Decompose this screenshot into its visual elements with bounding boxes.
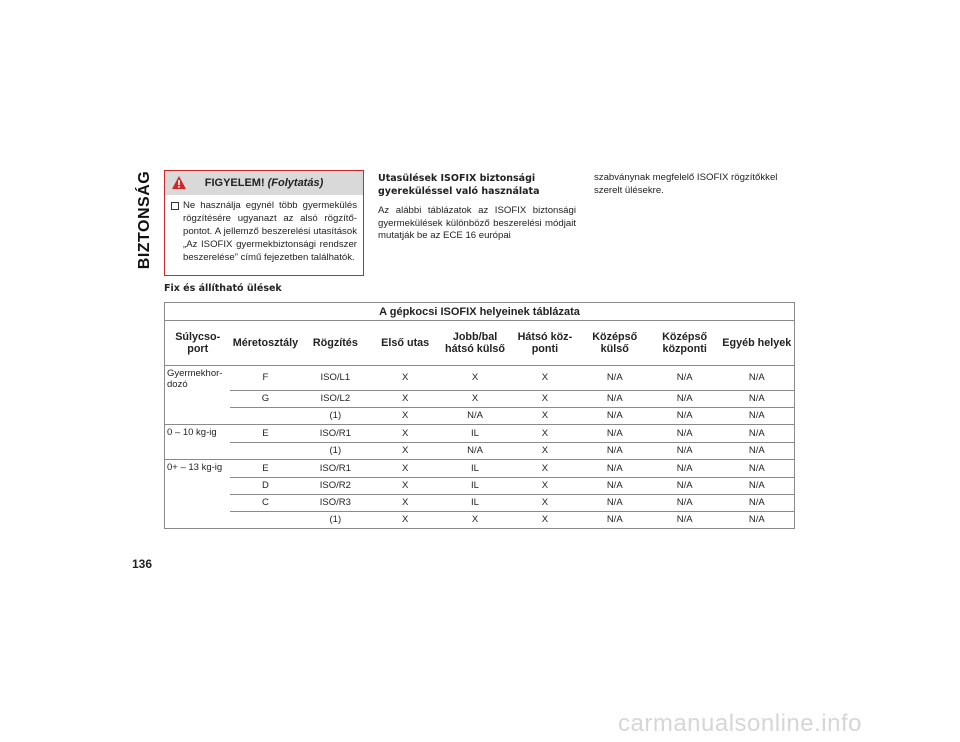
table-cell: N/A: [580, 407, 650, 425]
watermark: carmanualsonline.info: [618, 710, 862, 737]
table-cell: N/A: [650, 425, 720, 443]
table-cell: X: [510, 390, 580, 407]
weight-group-cell: [165, 442, 231, 460]
table-cell: X: [510, 425, 580, 443]
table-cell: G: [230, 390, 300, 407]
table-cell: ISO/L2: [300, 390, 370, 407]
table-cell: X: [370, 477, 440, 494]
table-cell: X: [510, 477, 580, 494]
column2-text: Az alábbi táblázatok az ISOFIX biztonsági gyermekülések különböző beszerelési módjait mutatják be az ECE 16 európai: [378, 205, 576, 241]
table-cell: X: [370, 366, 440, 391]
table-cell: X: [402, 514, 409, 526]
table-cell: N/A: [440, 442, 510, 460]
table-cell: IL: [440, 460, 510, 478]
table-row: [165, 366, 795, 391]
table-cell: [230, 442, 300, 460]
header-rear-outboard: Jobb/bal hátsó külső: [440, 321, 510, 366]
header-fixture: Rögzítés: [300, 321, 370, 366]
table-row: [165, 425, 795, 443]
header-weight-group: Súlycsoport: [165, 321, 231, 366]
table-cell: N/A: [650, 390, 720, 407]
weight-group-cell: 0 – 10 kg-ig: [167, 427, 217, 438]
table-cell: IL: [440, 477, 510, 494]
weight-group-cell: [165, 407, 231, 425]
table-cell: X: [471, 514, 479, 526]
table-cell: X: [370, 494, 440, 511]
table-cell: X: [370, 390, 440, 407]
section-title-text: BIZTONSÁG: [136, 170, 153, 270]
table-cell: N/A: [580, 477, 650, 494]
table-cell: E: [230, 460, 300, 478]
header-size-class: Méretosztály: [230, 321, 300, 366]
section-label: Fix és állítható ülések: [164, 283, 282, 294]
table-cell: N/A: [720, 425, 795, 443]
table-cell: X: [370, 407, 440, 425]
table-cell: N/A: [720, 366, 795, 391]
table-cell: X: [370, 442, 440, 460]
warning-header: [165, 171, 363, 195]
weight-group-cell: 0+ – 13 kg-ig: [167, 462, 223, 473]
table-cell: X: [370, 460, 440, 478]
table-cell: IL: [440, 425, 510, 443]
table-cell: E: [230, 425, 300, 443]
table-row: [165, 511, 795, 529]
table-cell: X: [510, 460, 580, 478]
table-cell: N/A: [676, 514, 693, 526]
warning-body: [165, 195, 363, 264]
table-cell: N/A: [650, 407, 720, 425]
table-row: [165, 407, 795, 425]
column2-heading: Utasülések ISOFIX biztonsági gyereküléssel való használata: [378, 173, 540, 197]
header-rear-center: Hátsó központi: [510, 321, 580, 366]
table-row: [165, 390, 795, 407]
page-number: 136: [132, 557, 153, 571]
table-cell: N/A: [720, 390, 795, 407]
table-cell: N/A: [720, 494, 795, 511]
isofix-table: [164, 302, 795, 529]
table-cell: X: [440, 390, 510, 407]
table-cell: N/A: [650, 366, 720, 391]
square-bullet-icon: [171, 202, 179, 210]
table-cell: F: [230, 366, 300, 391]
table-cell: ISO/R2: [300, 477, 370, 494]
table-cell: X: [541, 514, 549, 526]
table-cell: X: [510, 494, 580, 511]
table-cell: X: [510, 366, 580, 391]
table-cell: N/A: [580, 390, 650, 407]
warning-triangle-icon: [171, 175, 187, 190]
table-cell: N/A: [650, 477, 720, 494]
header-other: Egyéb helyek: [720, 321, 795, 366]
table-cell: X: [370, 425, 440, 443]
table-row: [165, 477, 795, 494]
table-cell: N/A: [650, 460, 720, 478]
header-middle-center: Középső központi: [650, 321, 720, 366]
warning-heading: FIGYELEM!: [204, 177, 265, 189]
table-row: [165, 460, 795, 478]
weight-group-cell: [165, 511, 231, 529]
table-cell: N/A: [650, 494, 720, 511]
section-title-vertical: [132, 160, 158, 280]
weight-group-cell: [165, 494, 231, 511]
table-cell: N/A: [580, 425, 650, 443]
header-middle-outboard: Középső külső: [580, 321, 650, 366]
table-cell: N/A: [650, 442, 720, 460]
table-cell: X: [440, 366, 510, 391]
table-row: [165, 494, 795, 511]
table-cell: [230, 511, 300, 529]
table-cell: N/A: [720, 407, 795, 425]
warning-box: [164, 170, 364, 276]
table-cell: (1): [300, 442, 370, 460]
table-cell: N/A: [580, 366, 650, 391]
table-cell: N/A: [580, 460, 650, 478]
warning-text: Ne használja egynél több gyermekülés rögzítésére ugyanazt az alsó rögzítőpontot. A jellemző beszerelési utasítások „Az ISOFIX gyermekbiztonsági rendszer beszerelése” című fejezetben találhatók.: [183, 200, 357, 263]
table-cell: (1): [329, 514, 342, 526]
table-cell: ISO/R1: [300, 460, 370, 478]
table-cell: N/A: [440, 407, 510, 425]
table-cell: N/A: [720, 442, 795, 460]
column3-text: szabványnak megfelelő ISOFIX rögzítőkkel szerelt ülésekre.: [594, 172, 778, 196]
weight-group-cell: Gyermekhordozó: [167, 368, 223, 390]
table-cell: (1): [300, 407, 370, 425]
table-cell: N/A: [720, 477, 795, 494]
table-cell: N/A: [580, 494, 650, 511]
table-body: [165, 366, 795, 529]
table-row: [165, 442, 795, 460]
table-cell: [230, 407, 300, 425]
table-cell: IL: [440, 494, 510, 511]
warning-heading-paren: (Folytatás): [267, 177, 324, 189]
header-front-passenger: Első utas: [370, 321, 440, 366]
table-cell: ISO/R3: [300, 494, 370, 511]
weight-group-cell: [165, 477, 231, 494]
table-cell: D: [230, 477, 300, 494]
table-caption: A gépkocsi ISOFIX helyeinek táblázata: [165, 303, 795, 321]
table-cell: N/A: [720, 460, 795, 478]
table-cell: N/A: [748, 514, 765, 526]
table-header-row: [165, 321, 795, 366]
table-cell: ISO/L1: [300, 366, 370, 391]
table-cell: N/A: [606, 514, 623, 526]
table-cell: X: [510, 442, 580, 460]
table-cell: N/A: [580, 442, 650, 460]
table-cell: X: [510, 407, 580, 425]
table-cell: C: [230, 494, 300, 511]
table-cell: ISO/R1: [300, 425, 370, 443]
weight-group-cell: [165, 390, 231, 407]
